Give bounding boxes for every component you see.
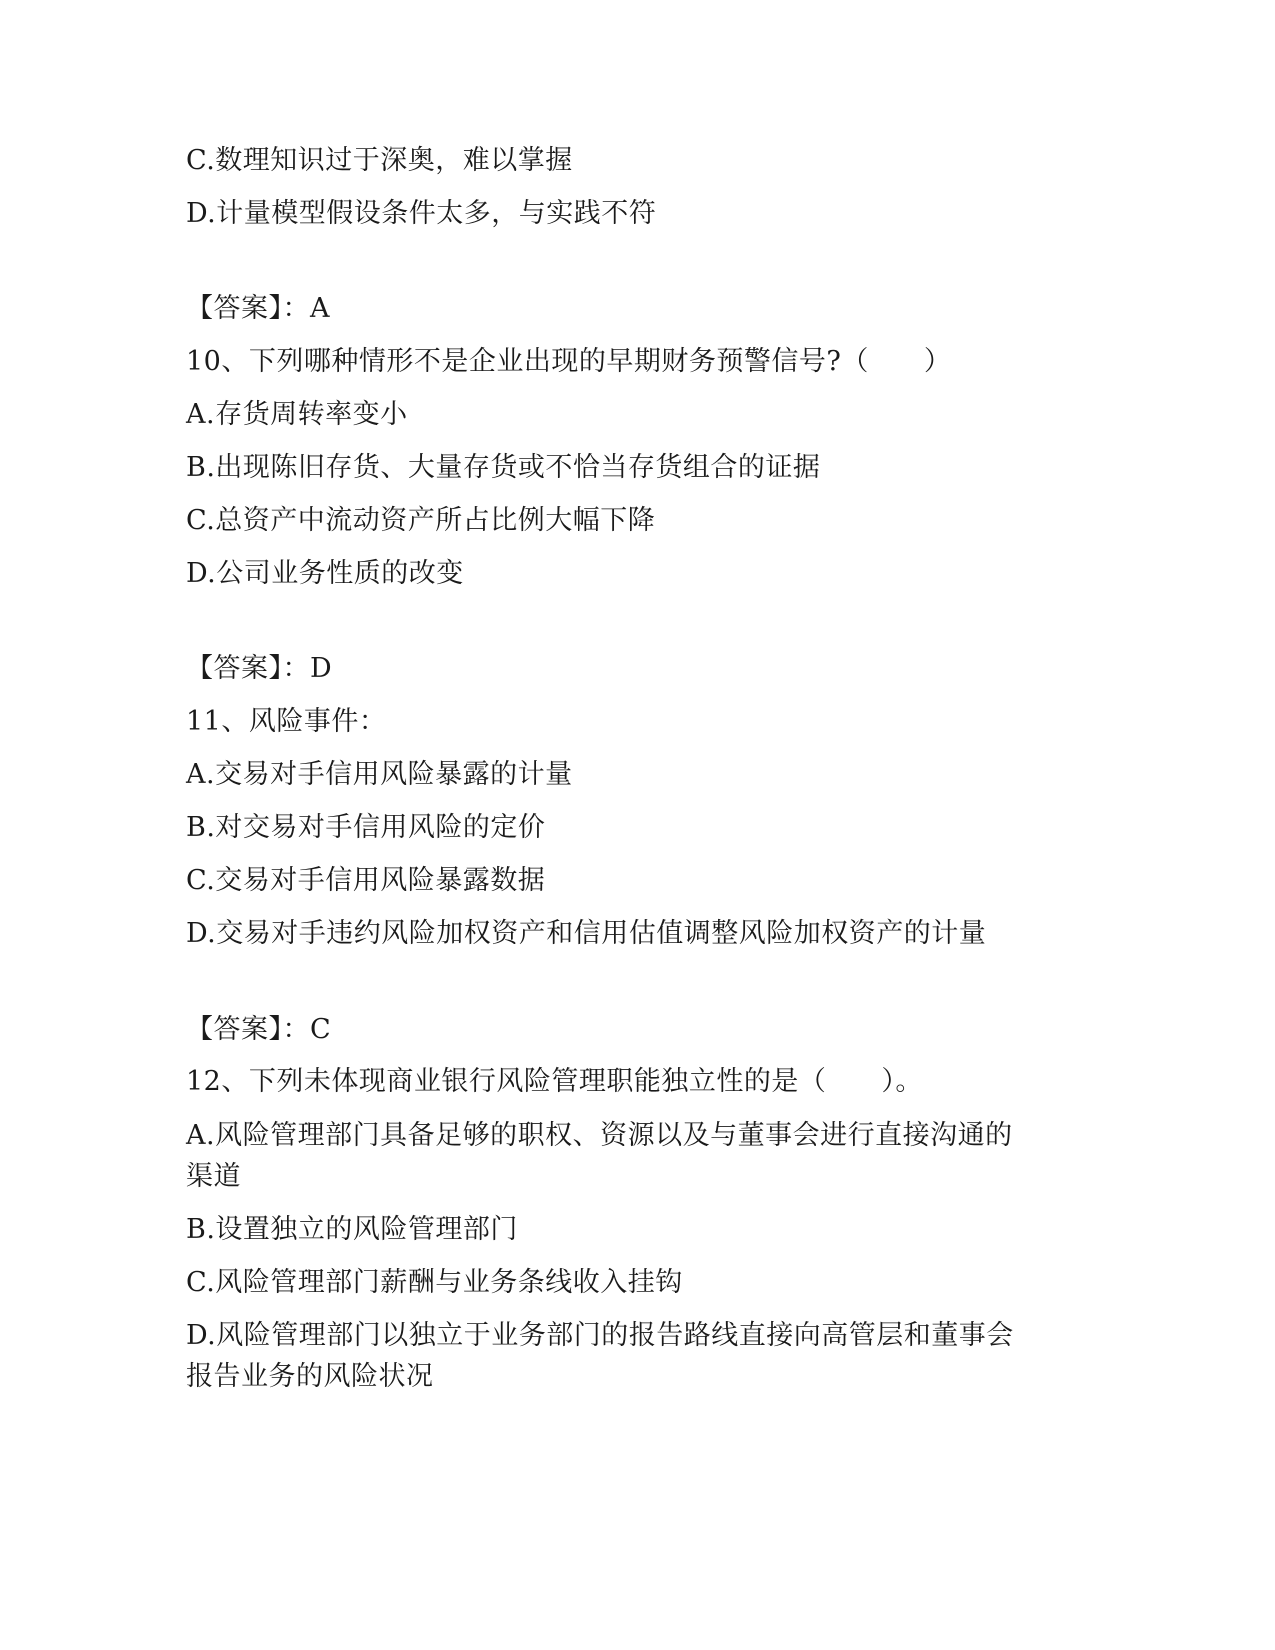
option-c: C.风险管理部门薪酬与业务条线收入挂钩 — [186, 1267, 683, 1298]
option-c: C.数理知识过于深奥，难以掌握 — [186, 145, 573, 176]
option-a: A.风险管理部门具备足够的职权、资源以及与董事会进行直接沟通的 — [186, 1120, 1013, 1151]
option-d: D.交易对手违约风险加权资产和信用估值调整风险加权资产的计量 — [186, 918, 987, 949]
answer-line: 【答案】：D — [186, 653, 333, 684]
option-b: B.出现陈旧存货、大量存货或不恰当存货组合的证据 — [186, 452, 821, 483]
option-d: D.公司业务性质的改变 — [186, 558, 464, 589]
answer-line: 【答案】：A — [186, 293, 330, 324]
option-a: A.存货周转率变小 — [186, 399, 408, 430]
option-c: C.总资产中流动资产所占比例大幅下降 — [186, 505, 656, 536]
option-b: B.对交易对手信用风险的定价 — [186, 812, 546, 843]
option-d: D.计量模型假设条件太多，与实践不符 — [186, 198, 657, 229]
question-stem: 12、下列未体现商业银行风险管理职能独立性的是（ ）。 — [186, 1066, 923, 1097]
option-d: D.风险管理部门以独立于业务部门的报告路线直接向高管层和董事会 — [186, 1320, 1014, 1351]
question-stem: 11、风险事件： — [186, 706, 387, 737]
option-a: A.交易对手信用风险暴露的计量 — [186, 759, 573, 790]
option-a-continuation: 渠道 — [186, 1161, 241, 1192]
option-c: C.交易对手信用风险暴露数据 — [186, 865, 546, 896]
option-d-continuation: 报告业务的风险状况 — [186, 1361, 434, 1392]
option-b: B.设置独立的风险管理部门 — [186, 1214, 518, 1245]
answer-line: 【答案】：C — [186, 1014, 332, 1045]
question-stem: 10、下列哪种情形不是企业出现的早期财务预警信号?（ ） — [186, 346, 952, 377]
